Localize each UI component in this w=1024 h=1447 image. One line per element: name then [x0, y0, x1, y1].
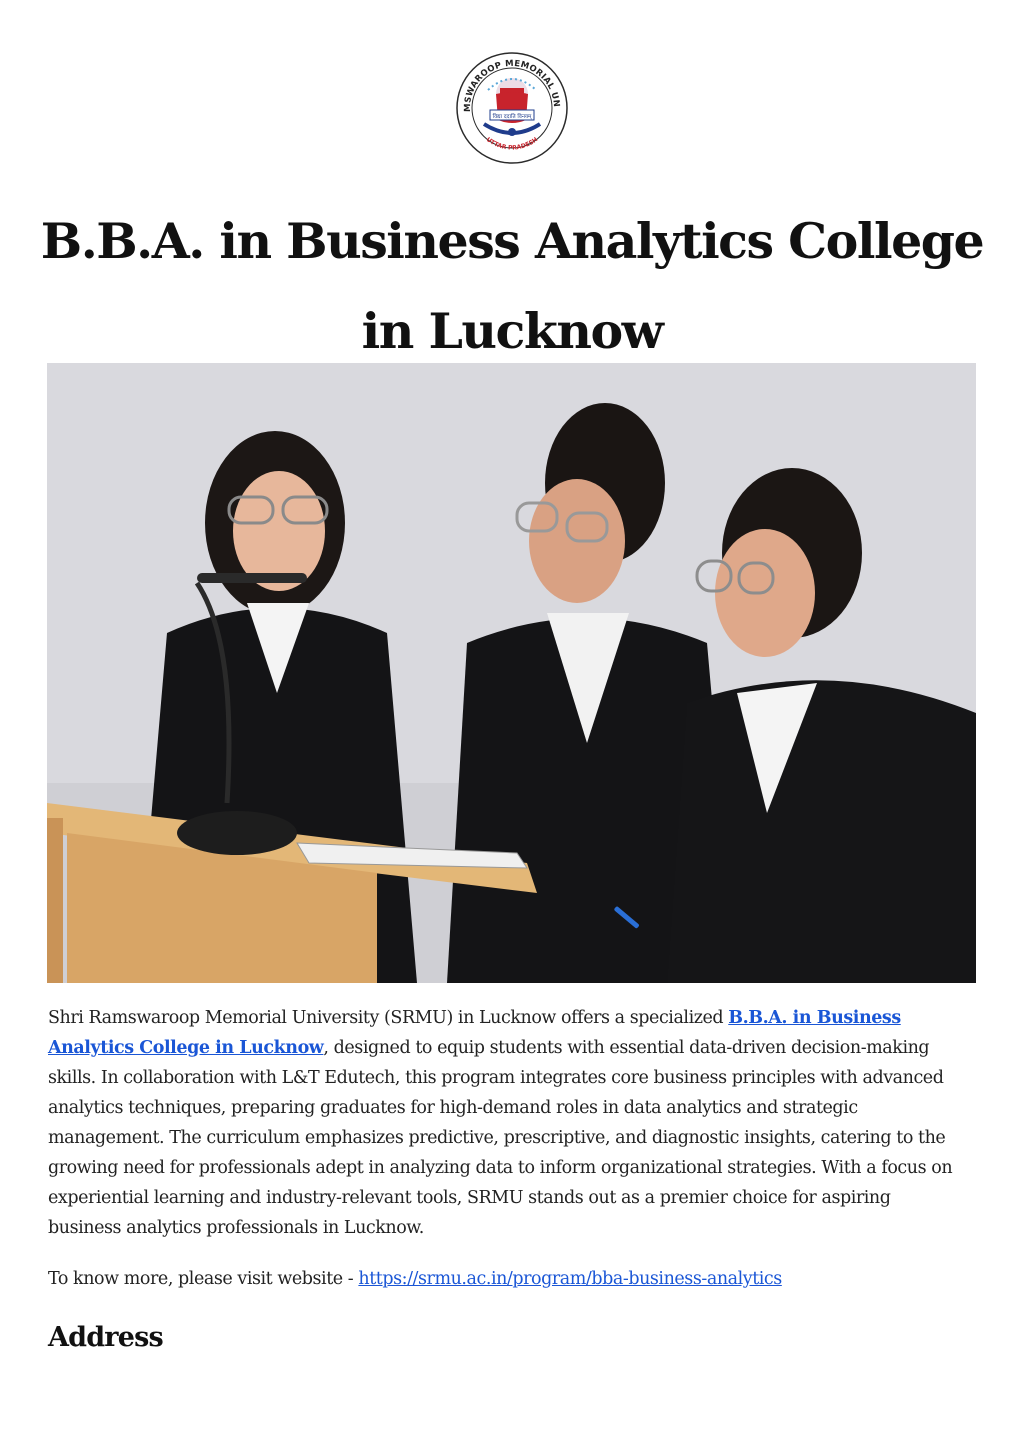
page-title: B.B.A. in Business Analytics College in Lucknow [40, 212, 984, 360]
logo-banner-text: विद्या ददाति विनयम् [492, 114, 532, 120]
program-link[interactable]: B.B.A. in Business Analytics College in Lucknow [48, 1008, 901, 1058]
intro-text-rest: , designed to equip students with essential data-driven decision-making skills. In collaboration with L&T Edutech, this program integrates core business principles with advanced analytics techniques, preparing graduates for high-demand roles in data analytics and strategic management. The curriculum emphasizes predictive, prescriptive, and diagnostic insights, catering to the growing need for professionals adept in analyzing data to inform organizational strategies. With a focus on experiential learning and industry-relevant tools, SRMU stands out as a premier choice for aspiring business analytics professionals in Lucknow. [48, 1038, 953, 1238]
logo-arc-text: MSWAROOP MEMORIAL UN [462, 58, 562, 113]
logo-bottom-text: UTTAR PRADESH [484, 136, 540, 152]
logo-seal-icon [454, 50, 570, 166]
address-heading: Address [48, 1322, 163, 1353]
university-logo [454, 50, 570, 166]
intro-text-start: Shri Ramswaroop Memorial University (SRMU) in Lucknow offers a specialized [48, 1008, 729, 1028]
students-presenting-photo [47, 363, 976, 983]
intro-paragraph [48, 1003, 964, 1243]
photo-image [47, 363, 976, 983]
visit-line [48, 1264, 964, 1294]
website-link[interactable]: https://srmu.ac.in/program/bba-business-analytics [358, 1269, 782, 1289]
visit-prefix: To know more, please visit website - [48, 1269, 359, 1289]
